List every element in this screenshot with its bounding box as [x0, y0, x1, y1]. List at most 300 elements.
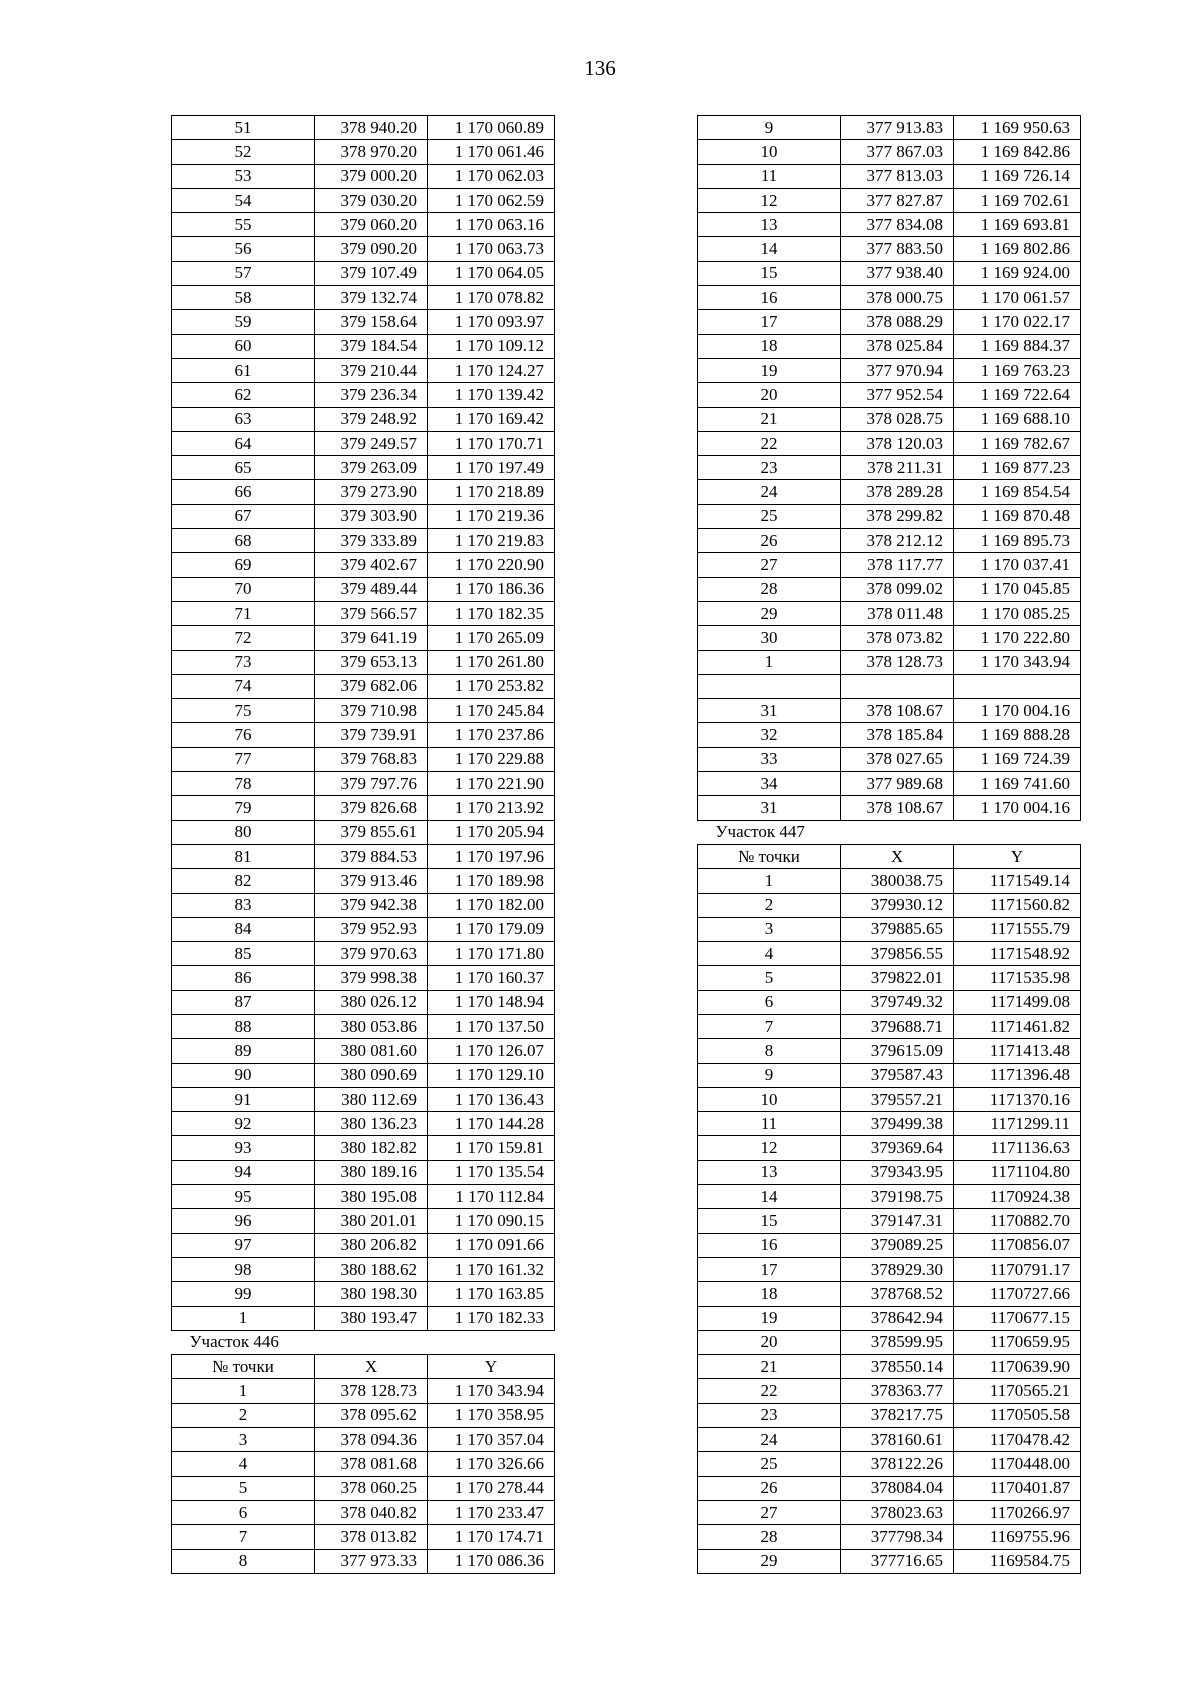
table-row [172, 1549, 555, 1573]
table-row [172, 334, 555, 358]
table-row [698, 480, 1081, 504]
x-coordinate-cell: 379147.31 [841, 1209, 954, 1233]
point-number-cell: 60 [172, 334, 315, 358]
y-coordinate-cell: 1 170 218.89 [428, 480, 555, 504]
y-coordinate-cell: 1 169 763.23 [954, 358, 1081, 382]
y-coordinate-cell: 1 170 357.04 [428, 1428, 555, 1452]
y-coordinate-cell: 1 170 171.80 [428, 942, 555, 966]
x-coordinate-cell: 380 206.82 [315, 1233, 428, 1257]
x-coordinate-cell: 380 201.01 [315, 1209, 428, 1233]
x-coordinate-cell: 378 128.73 [841, 650, 954, 674]
x-coordinate-cell: 379 653.13 [315, 650, 428, 674]
point-number-cell: 6 [698, 990, 841, 1014]
y-coordinate-cell: 1 170 221.90 [428, 772, 555, 796]
table-row [172, 1476, 555, 1500]
table-row [698, 1014, 1081, 1038]
table-row [698, 650, 1081, 674]
point-number-cell: 25 [698, 504, 841, 528]
table-row [172, 1087, 555, 1111]
y-coordinate-cell: 1171461.82 [954, 1014, 1081, 1038]
table-row [698, 334, 1081, 358]
y-coordinate-cell: 1 169 702.61 [954, 188, 1081, 212]
point-number-cell: 70 [172, 577, 315, 601]
y-coordinate-cell: 1 170 237.86 [428, 723, 555, 747]
point-number-cell: 3 [172, 1428, 315, 1452]
x-coordinate-cell: 380 189.16 [315, 1160, 428, 1184]
x-coordinate-cell: 379 132.74 [315, 286, 428, 310]
y-coordinate-cell: 1171370.16 [954, 1087, 1081, 1111]
x-coordinate-cell: 378 120.03 [841, 431, 954, 455]
point-number-cell: 72 [172, 626, 315, 650]
x-coordinate-cell: 379 682.06 [315, 674, 428, 698]
point-number-cell: 66 [172, 480, 315, 504]
blank-cell [954, 820, 1081, 844]
point-number-cell: 80 [172, 820, 315, 844]
table-row [698, 772, 1081, 796]
y-coordinate-cell: 1 170 182.35 [428, 601, 555, 625]
point-number-cell: 11 [698, 164, 841, 188]
point-number-cell: 94 [172, 1160, 315, 1184]
table-row [698, 116, 1081, 140]
point-number-cell: 26 [698, 529, 841, 553]
point-number-cell: 71 [172, 601, 315, 625]
x-coordinate-cell: 378 028.75 [841, 407, 954, 431]
table-row [172, 1403, 555, 1427]
table-row [698, 188, 1081, 212]
point-number-cell: 68 [172, 529, 315, 553]
y-coordinate-cell: 1 170 093.97 [428, 310, 555, 334]
x-coordinate-cell: 377716.65 [841, 1549, 954, 1573]
point-number-cell: 69 [172, 553, 315, 577]
point-number-cell: 10 [698, 140, 841, 164]
x-coordinate-cell: 379930.12 [841, 893, 954, 917]
point-number-cell: 81 [172, 844, 315, 868]
y-coordinate-cell: 1 170 078.82 [428, 286, 555, 310]
point-number-cell: 61 [172, 358, 315, 382]
table-row [698, 553, 1081, 577]
x-coordinate-cell: 378 211.31 [841, 456, 954, 480]
x-coordinate-cell [841, 674, 954, 698]
point-number-cell: 92 [172, 1112, 315, 1136]
x-coordinate-cell: 379587.43 [841, 1063, 954, 1087]
point-number-cell: 5 [698, 966, 841, 990]
y-coordinate-cell: 1 170 326.66 [428, 1452, 555, 1476]
x-coordinate-cell: 380 081.60 [315, 1039, 428, 1063]
y-coordinate-cell: 1170505.58 [954, 1403, 1081, 1427]
point-number-cell: 4 [698, 942, 841, 966]
y-coordinate-cell: 1171299.11 [954, 1112, 1081, 1136]
y-coordinate-cell: 1170448.00 [954, 1452, 1081, 1476]
point-number-cell: 3 [698, 917, 841, 941]
y-coordinate-cell: 1 170 160.37 [428, 966, 555, 990]
point-number-cell: 67 [172, 504, 315, 528]
x-coordinate-cell: 379 970.63 [315, 942, 428, 966]
x-coordinate-cell: 378 088.29 [841, 310, 954, 334]
y-coordinate-cell: 1 170 063.16 [428, 213, 555, 237]
y-coordinate-cell: 1 170 062.59 [428, 188, 555, 212]
table-row [698, 1160, 1081, 1184]
point-number-cell: 64 [172, 431, 315, 455]
point-number-cell: 88 [172, 1014, 315, 1038]
x-coordinate-cell: 378023.63 [841, 1500, 954, 1524]
x-coordinate-cell: 379 710.98 [315, 699, 428, 723]
point-number-cell: 76 [172, 723, 315, 747]
point-number-cell: 24 [698, 480, 841, 504]
table-row [698, 990, 1081, 1014]
y-coordinate-cell: 1 170 174.71 [428, 1525, 555, 1549]
x-coordinate-cell: 378122.26 [841, 1452, 954, 1476]
point-number-cell: 62 [172, 383, 315, 407]
point-number-cell: 11 [698, 1112, 841, 1136]
point-number-cell: 22 [698, 1379, 841, 1403]
y-coordinate-cell: 1 169 782.67 [954, 431, 1081, 455]
table-row [698, 1525, 1081, 1549]
table-row [172, 1136, 555, 1160]
table-row [698, 1087, 1081, 1111]
point-number-cell: 9 [698, 1063, 841, 1087]
x-coordinate-cell: 378 212.12 [841, 529, 954, 553]
y-coordinate-cell: 1 170 169.42 [428, 407, 555, 431]
table-row [698, 310, 1081, 334]
y-coordinate-cell: 1 169 741.60 [954, 772, 1081, 796]
point-number-cell: 17 [698, 1257, 841, 1281]
table-row [172, 1525, 555, 1549]
point-number-cell: 12 [698, 1136, 841, 1160]
table-row [698, 456, 1081, 480]
point-number-cell: 52 [172, 140, 315, 164]
x-coordinate-cell: 379198.75 [841, 1185, 954, 1209]
point-number-cell: 13 [698, 213, 841, 237]
table-row [698, 796, 1081, 820]
point-number-cell: 59 [172, 310, 315, 334]
point-number-cell: 32 [698, 723, 841, 747]
point-number-cell: 13 [698, 1160, 841, 1184]
point-number-cell: 16 [698, 1233, 841, 1257]
point-number-cell: 6 [172, 1500, 315, 1524]
table-row [172, 553, 555, 577]
x-coordinate-cell: 378929.30 [841, 1257, 954, 1281]
x-coordinate-cell: 379 566.57 [315, 601, 428, 625]
y-coordinate-cell: 1170882.70 [954, 1209, 1081, 1233]
x-coordinate-cell: 378160.61 [841, 1428, 954, 1452]
x-coordinate-cell: 379 236.34 [315, 383, 428, 407]
y-coordinate-cell: 1 170 343.94 [954, 650, 1081, 674]
x-coordinate-cell: 378 000.75 [841, 286, 954, 310]
x-coordinate-cell: 379 768.83 [315, 747, 428, 771]
y-coordinate-cell: 1 170 139.42 [428, 383, 555, 407]
x-coordinate-cell: 378642.94 [841, 1306, 954, 1330]
x-coordinate-cell: 377 913.83 [841, 116, 954, 140]
table-row [698, 869, 1081, 893]
x-coordinate-cell: 379688.71 [841, 1014, 954, 1038]
table-row [698, 942, 1081, 966]
x-coordinate-cell: 380 136.23 [315, 1112, 428, 1136]
x-coordinate-cell: 378 025.84 [841, 334, 954, 358]
point-number-cell: 19 [698, 358, 841, 382]
section-title: Участок 447 [715, 822, 805, 842]
x-coordinate-cell: 379 826.68 [315, 796, 428, 820]
y-coordinate-cell: 1 170 245.84 [428, 699, 555, 723]
x-coordinate-cell: 378 299.82 [841, 504, 954, 528]
table-row [172, 601, 555, 625]
table-row [698, 1306, 1081, 1330]
y-coordinate-cell: 1 170 189.98 [428, 869, 555, 893]
point-number-cell: 98 [172, 1257, 315, 1281]
table-row [172, 723, 555, 747]
table-row [172, 1209, 555, 1233]
point-number-cell: 15 [698, 1209, 841, 1233]
y-coordinate-cell: 1 169 854.54 [954, 480, 1081, 504]
point-number-cell: 7 [172, 1525, 315, 1549]
y-coordinate-cell: 1 170 090.15 [428, 1209, 555, 1233]
point-number-cell: 10 [698, 1087, 841, 1111]
y-coordinate-cell: 1 169 802.86 [954, 237, 1081, 261]
x-coordinate-cell: 377 834.08 [841, 213, 954, 237]
table-row [172, 1428, 555, 1452]
table-row [698, 1063, 1081, 1087]
point-number-cell: 73 [172, 650, 315, 674]
y-coordinate-cell: 1170791.17 [954, 1257, 1081, 1281]
table-row [172, 990, 555, 1014]
table-row [172, 358, 555, 382]
point-number-cell: 29 [698, 601, 841, 625]
table-row [698, 626, 1081, 650]
table-row [172, 1233, 555, 1257]
point-number-cell: 30 [698, 626, 841, 650]
x-coordinate-cell: 379 248.92 [315, 407, 428, 431]
point-number-cell: 77 [172, 747, 315, 771]
y-coordinate-cell: 1171548.92 [954, 942, 1081, 966]
table-row [172, 626, 555, 650]
y-coordinate-cell: 1 170 278.44 [428, 1476, 555, 1500]
x-coordinate-cell: 377798.34 [841, 1525, 954, 1549]
point-number-cell: 54 [172, 188, 315, 212]
y-coordinate-cell: 1169755.96 [954, 1525, 1081, 1549]
y-coordinate-cell: 1171499.08 [954, 990, 1081, 1014]
table-row [698, 893, 1081, 917]
point-number-cell: 27 [698, 1500, 841, 1524]
x-coordinate-cell: 378 185.84 [841, 723, 954, 747]
table-row [698, 140, 1081, 164]
y-coordinate-cell: 1 170 061.46 [428, 140, 555, 164]
point-number-cell: 33 [698, 747, 841, 771]
table-row [172, 431, 555, 455]
x-coordinate-cell: 379369.64 [841, 1136, 954, 1160]
table-row [698, 1428, 1081, 1452]
x-coordinate-cell: 379 942.38 [315, 893, 428, 917]
table-row [698, 723, 1081, 747]
point-number-cell: 7 [698, 1014, 841, 1038]
x-coordinate-cell: 377 867.03 [841, 140, 954, 164]
x-coordinate-cell: 380 198.30 [315, 1282, 428, 1306]
x-coordinate-cell: 379 030.20 [315, 188, 428, 212]
y-coordinate-cell: 1171136.63 [954, 1136, 1081, 1160]
table-row [698, 1257, 1081, 1281]
x-coordinate-cell: 378 099.02 [841, 577, 954, 601]
y-coordinate-cell: 1 169 722.64 [954, 383, 1081, 407]
table-row [172, 213, 555, 237]
table-row [172, 650, 555, 674]
section-title: Участок 446 [189, 1332, 279, 1352]
point-number-cell: 1 [172, 1306, 315, 1330]
table-row [172, 164, 555, 188]
y-coordinate-cell: 1 170 022.17 [954, 310, 1081, 334]
point-number-cell: 82 [172, 869, 315, 893]
y-coordinate-cell: 1 170 045.85 [954, 577, 1081, 601]
x-coordinate-cell: 378599.95 [841, 1330, 954, 1354]
table-row [172, 1282, 555, 1306]
y-coordinate-cell: 1 170 037.41 [954, 553, 1081, 577]
point-number-cell: 23 [698, 456, 841, 480]
table-row [172, 456, 555, 480]
y-coordinate-cell: 1 170 205.94 [428, 820, 555, 844]
point-number-cell: 5 [172, 1476, 315, 1500]
coordinates-table-right [697, 115, 1081, 1574]
y-coordinate-cell: 1 170 112.84 [428, 1185, 555, 1209]
table-row [172, 1185, 555, 1209]
table-row [172, 917, 555, 941]
x-coordinate-cell: 379 855.61 [315, 820, 428, 844]
x-coordinate-cell: 379 402.67 [315, 553, 428, 577]
point-number-cell: 53 [172, 164, 315, 188]
point-number-cell: 2 [172, 1403, 315, 1427]
point-number-cell: 19 [698, 1306, 841, 1330]
y-coordinate-cell: 1 170 129.10 [428, 1063, 555, 1087]
y-coordinate-cell: 1 170 222.80 [954, 626, 1081, 650]
table-row [172, 1306, 555, 1330]
x-coordinate-cell: 378550.14 [841, 1355, 954, 1379]
x-coordinate-cell: 378 040.82 [315, 1500, 428, 1524]
x-coordinate-cell: 378 289.28 [841, 480, 954, 504]
point-number-cell: 29 [698, 1549, 841, 1573]
y-coordinate-cell: 1 169 884.37 [954, 334, 1081, 358]
x-coordinate-cell: 379615.09 [841, 1039, 954, 1063]
y-coordinate-cell: 1170478.42 [954, 1428, 1081, 1452]
y-coordinate-cell: 1170727.66 [954, 1282, 1081, 1306]
table-row [698, 358, 1081, 382]
y-coordinate-cell: 1170266.97 [954, 1500, 1081, 1524]
point-number-cell: 31 [698, 796, 841, 820]
point-number-cell: 20 [698, 1330, 841, 1354]
table-row [698, 577, 1081, 601]
x-coordinate-cell: 378363.77 [841, 1379, 954, 1403]
y-coordinate-cell: 1170924.38 [954, 1185, 1081, 1209]
header-y-coordinate-cell: Y [954, 844, 1081, 868]
x-coordinate-cell: 378084.04 [841, 1476, 954, 1500]
y-coordinate-cell: 1170639.90 [954, 1355, 1081, 1379]
point-number-cell: 21 [698, 407, 841, 431]
x-coordinate-cell: 379749.32 [841, 990, 954, 1014]
y-coordinate-cell: 1 170 182.00 [428, 893, 555, 917]
y-coordinate-cell: 1171535.98 [954, 966, 1081, 990]
x-coordinate-cell: 379 641.19 [315, 626, 428, 650]
point-number-cell: 58 [172, 286, 315, 310]
y-coordinate-cell: 1 170 197.96 [428, 844, 555, 868]
point-number-cell: 90 [172, 1063, 315, 1087]
point-number-cell: 1 [172, 1379, 315, 1403]
point-number-cell: 87 [172, 990, 315, 1014]
point-number-cell: 1 [698, 869, 841, 893]
x-coordinate-cell: 379 489.44 [315, 577, 428, 601]
x-coordinate-cell: 380 188.62 [315, 1257, 428, 1281]
point-number-cell: 31 [698, 699, 841, 723]
y-coordinate-cell: 1 170 124.27 [428, 358, 555, 382]
y-coordinate-cell: 1 170 061.57 [954, 286, 1081, 310]
table-row [172, 893, 555, 917]
x-coordinate-cell: 380 195.08 [315, 1185, 428, 1209]
x-coordinate-cell: 379 107.49 [315, 261, 428, 285]
point-number-cell: 18 [698, 334, 841, 358]
point-number-cell: 93 [172, 1136, 315, 1160]
table-row [172, 966, 555, 990]
y-coordinate-cell: 1 170 004.16 [954, 796, 1081, 820]
table-row [172, 140, 555, 164]
y-coordinate-cell: 1 170 136.43 [428, 1087, 555, 1111]
point-number-cell: 25 [698, 1452, 841, 1476]
table-row [698, 1282, 1081, 1306]
y-coordinate-cell: 1170856.07 [954, 1233, 1081, 1257]
x-coordinate-cell: 377 970.94 [841, 358, 954, 382]
x-coordinate-cell: 377 883.50 [841, 237, 954, 261]
y-coordinate-cell: 1 170 343.94 [428, 1379, 555, 1403]
point-number-cell: 22 [698, 431, 841, 455]
header-y-coordinate-cell: Y [428, 1355, 555, 1379]
x-coordinate-cell: 378 013.82 [315, 1525, 428, 1549]
y-coordinate-cell: 1 170 219.36 [428, 504, 555, 528]
point-number-cell: 18 [698, 1282, 841, 1306]
x-coordinate-cell: 379 739.91 [315, 723, 428, 747]
table-row [698, 1549, 1081, 1573]
page-number: 136 [584, 56, 616, 80]
table-row [698, 601, 1081, 625]
y-coordinate-cell: 1 170 159.81 [428, 1136, 555, 1160]
y-coordinate-cell: 1 170 137.50 [428, 1014, 555, 1038]
y-coordinate-cell: 1 170 197.49 [428, 456, 555, 480]
point-number-cell: 96 [172, 1209, 315, 1233]
point-number-cell: 8 [172, 1549, 315, 1573]
x-coordinate-cell: 380 053.86 [315, 1014, 428, 1038]
table-row [172, 820, 555, 844]
y-coordinate-cell: 1 169 924.00 [954, 261, 1081, 285]
y-coordinate-cell: 1 170 064.05 [428, 261, 555, 285]
table-row [172, 529, 555, 553]
x-coordinate-cell: 379 303.90 [315, 504, 428, 528]
point-number-cell: 26 [698, 1476, 841, 1500]
table-row [698, 383, 1081, 407]
x-coordinate-cell: 379 158.64 [315, 310, 428, 334]
point-number-cell [698, 674, 841, 698]
x-coordinate-cell: 380 090.69 [315, 1063, 428, 1087]
x-coordinate-cell: 378 117.77 [841, 553, 954, 577]
table-row [698, 917, 1081, 941]
point-number-cell: 86 [172, 966, 315, 990]
y-coordinate-cell: 1 170 170.71 [428, 431, 555, 455]
y-coordinate-cell: 1171396.48 [954, 1063, 1081, 1087]
table-row [172, 480, 555, 504]
table-row [172, 1452, 555, 1476]
table-row [698, 431, 1081, 455]
y-coordinate-cell: 1170659.95 [954, 1330, 1081, 1354]
x-coordinate-cell: 379 797.76 [315, 772, 428, 796]
point-number-cell: 14 [698, 237, 841, 261]
y-coordinate-cell: 1 170 163.85 [428, 1282, 555, 1306]
table-header-row [698, 844, 1081, 868]
point-number-cell: 85 [172, 942, 315, 966]
table-row [698, 1233, 1081, 1257]
x-coordinate-cell: 379 952.93 [315, 917, 428, 941]
y-coordinate-cell: 1 170 182.33 [428, 1306, 555, 1330]
point-number-cell: 97 [172, 1233, 315, 1257]
